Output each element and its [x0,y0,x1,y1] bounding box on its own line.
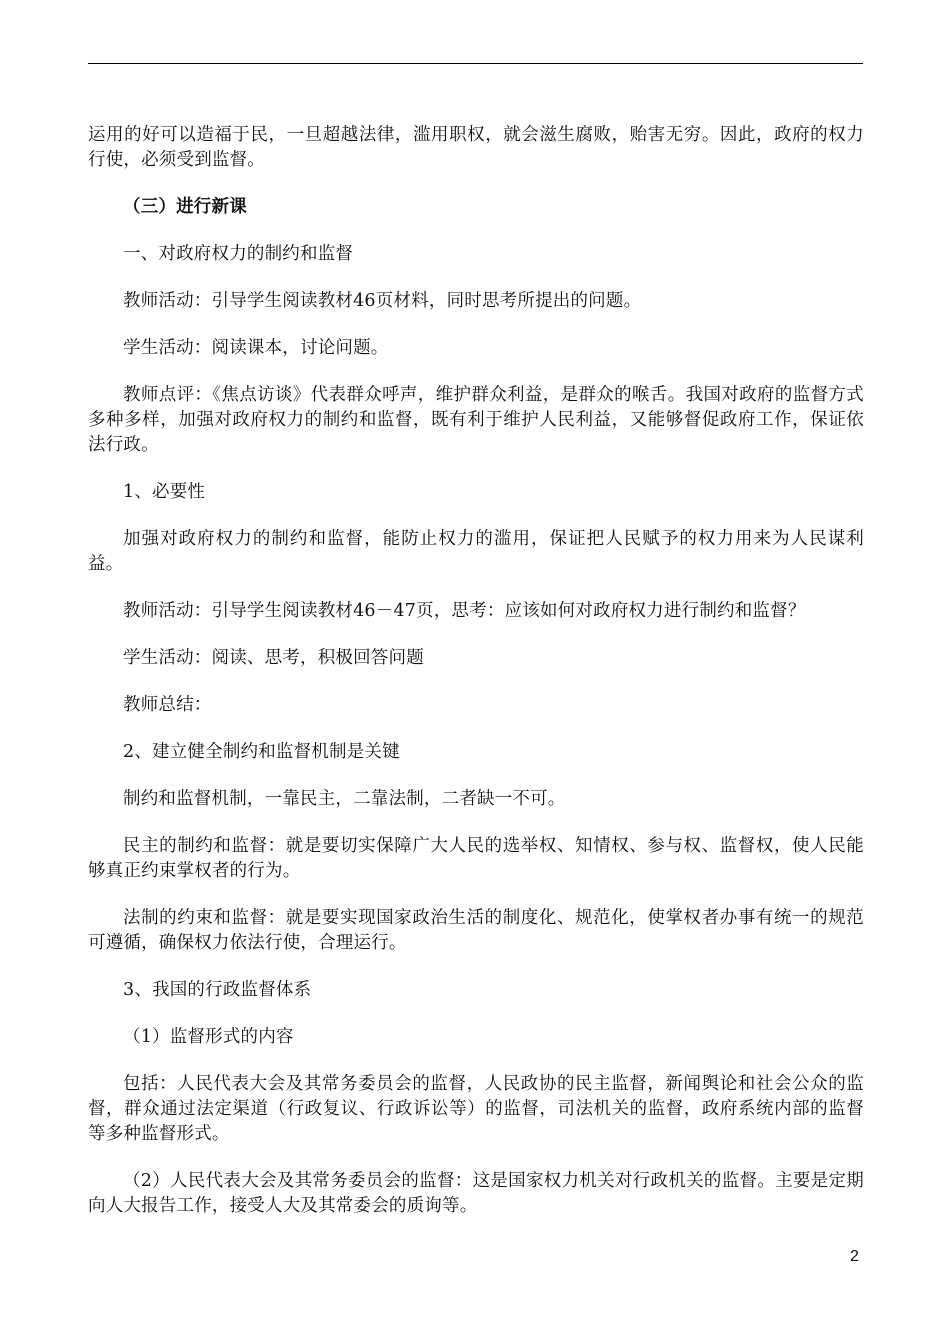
paragraph: 加强对政府权力的制约和监督，能防止权力的滥用，保证把人民赋予的权力用来为人民谋利益。 [88,529,864,574]
point-heading-3: 3、我国的行政监督体系 [123,980,312,1000]
paragraph: 民主的制约和监督：就是要切实保障广大人民的选举权、知情权、参与权、监督权，使人民能够真正约束掌权者的行为。 [88,836,864,881]
section-heading: （三）进行新课 [123,197,247,217]
subsection-heading: 一、对政府权力的制约和监督 [123,244,354,264]
header-rule [88,63,863,64]
teacher-activity: 教师活动：引导学生阅读教材46页材料，同时思考所提出的问题。 [123,291,642,311]
teacher-summary: 教师总结： [123,695,212,715]
paragraph: （2）人民代表大会及其常务委员会的监督：这是国家权力机关对行政机关的监督。主要是定期向人大报告工作，接受人大及其常委会的质询等。 [88,1171,864,1216]
paragraph-continuation: 运用的好可以造福于民，一旦超越法律，滥用职权，就会滋生腐败，贻害无穷。因此，政府的权力行使，必须受到监督。 [88,125,864,170]
document-body [88,123,864,1241]
teacher-comment: 教师点评：《焦点访谈》代表群众呼声，维护群众利益，是群众的喉舌。我国对政府的监督方式多种多样，加强对政府权力的制约和监督，既有利于维护人民利益，又能够督促政府工作，保证依法行政。 [88,385,864,455]
student-activity: 学生活动：阅读、思考，积极回答问题 [123,648,424,668]
student-activity: 学生活动：阅读课本，讨论问题。 [123,338,389,358]
point-heading-1: 1、必要性 [123,482,206,502]
sub-point-heading: （1）监督形式的内容 [123,1027,294,1047]
teacher-activity: 教师活动：引导学生阅读教材46－47页，思考：应该如何对政府权力进行制约和监督？ [123,601,806,621]
paragraph: 制约和监督机制，一靠民主，二靠法制，二者缺一不可。 [123,789,566,809]
point-heading-2: 2、建立健全制约和监督机制是关键 [123,742,400,762]
paragraph: 包括：人民代表大会及其常务委员会的监督，人民政协的民主监督，新闻舆论和社会公众的监督，群众通过法定渠道（行政复议、行政诉讼等）的监督，司法机关的监督，政府系统内部的监督等多种监督形式。 [88,1074,864,1144]
page-number: 2 [850,1248,859,1265]
paragraph: 法制的约束和监督：就是要实现国家政治生活的制度化、规范化，使掌权者办事有统一的规范可遵循，确保权力依法行使，合理运行。 [88,908,864,953]
